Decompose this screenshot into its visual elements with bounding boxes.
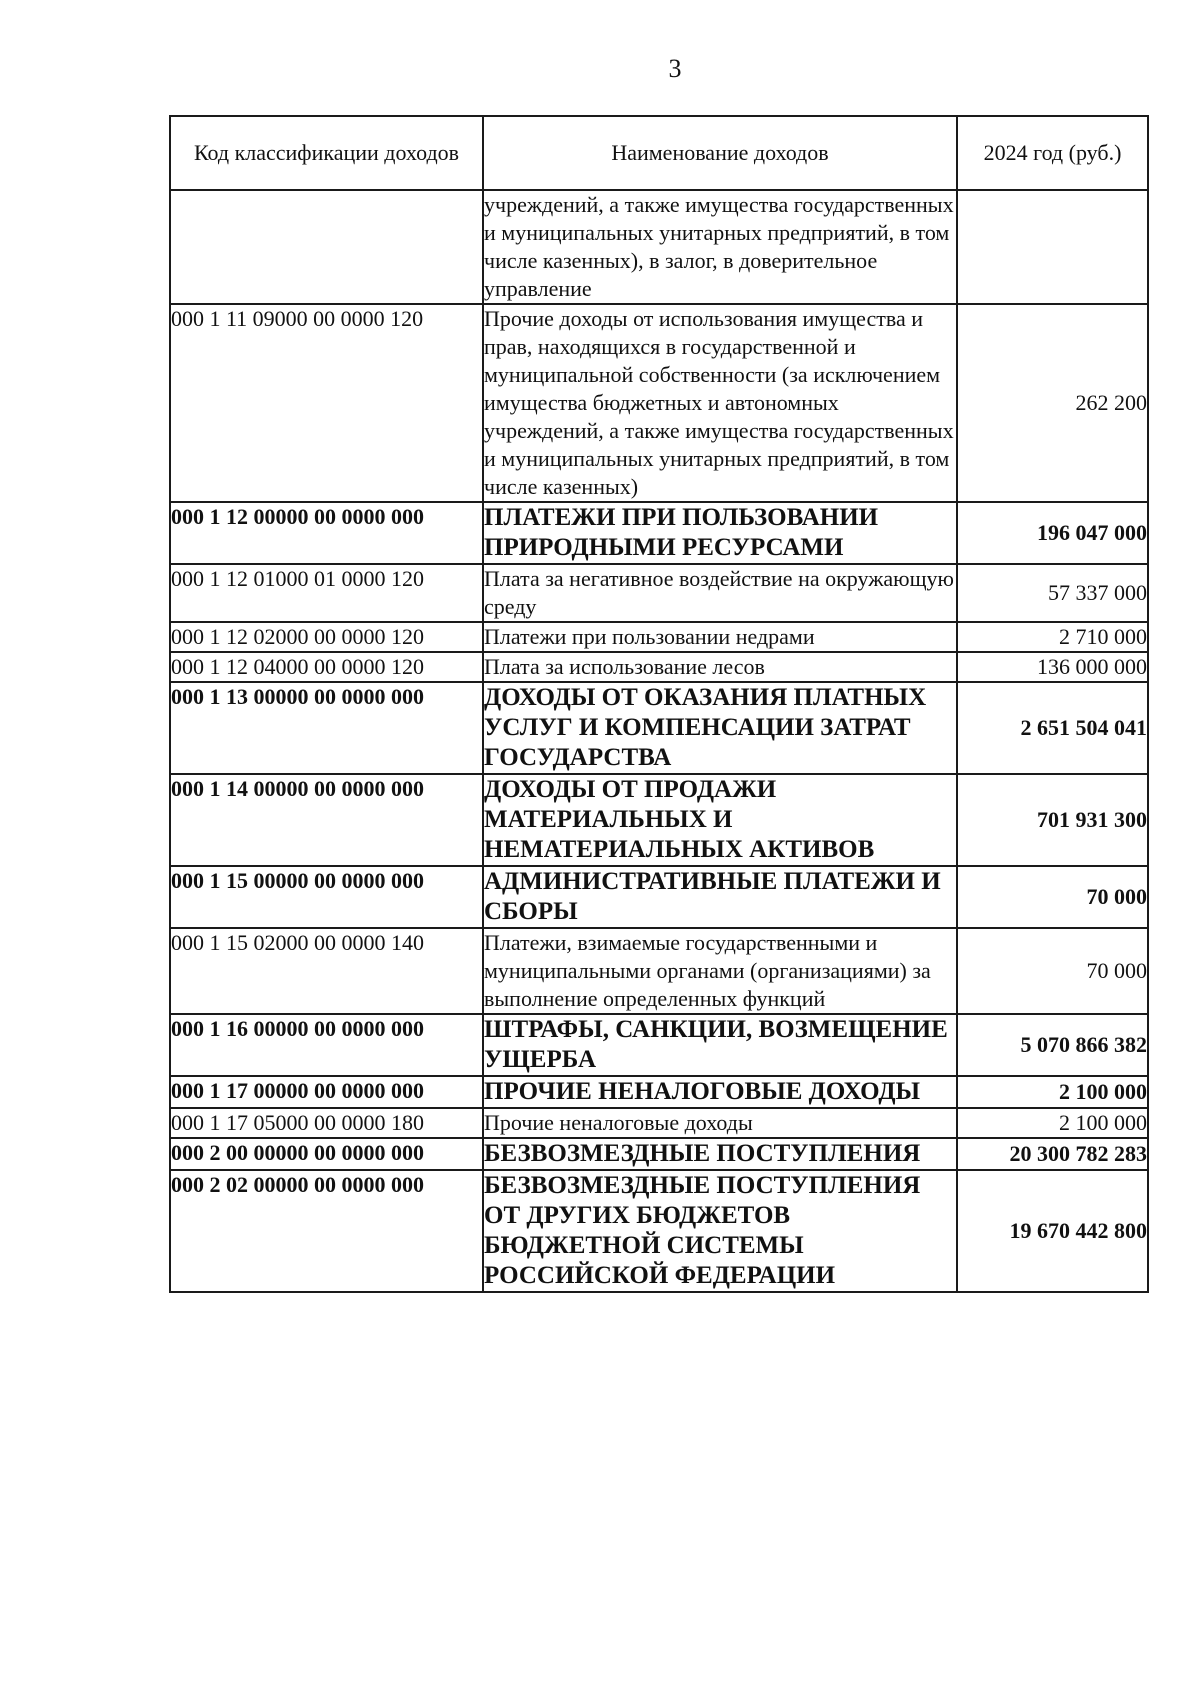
- income-code: 000 1 12 04000 00 0000 120: [170, 652, 483, 682]
- table-row: [170, 1138, 1148, 1170]
- income-name: Прочие неналоговые доходы: [483, 1108, 957, 1138]
- income-name: ДОХОДЫ ОТ ПРОДАЖИ МАТЕРИАЛЬНЫХ И НЕМАТЕРИАЛЬНЫХ АКТИВОВ: [483, 774, 957, 866]
- income-code: 000 1 11 09000 00 0000 120: [170, 304, 483, 502]
- income-amount: 2 651 504 041: [957, 682, 1148, 774]
- income-name: ПРОЧИЕ НЕНАЛОГОВЫЕ ДОХОДЫ: [483, 1076, 957, 1108]
- income-amount: 2 100 000: [957, 1076, 1148, 1108]
- table-row: [170, 774, 1148, 866]
- income-amount: 20 300 782 283: [957, 1138, 1148, 1170]
- income-code: [170, 190, 483, 304]
- income-code: 000 2 00 00000 00 0000 000: [170, 1138, 483, 1170]
- table-row: [170, 652, 1148, 682]
- income-name: учреждений, а также имущества государственных и муниципальных унитарных предприятий, в том числе казенных), в залог, в доверительное управление: [483, 190, 957, 304]
- income-amount: 262 200: [957, 304, 1148, 502]
- table-row: [170, 682, 1148, 774]
- income-name: АДМИНИСТРАТИВНЫЕ ПЛАТЕЖИ И СБОРЫ: [483, 866, 957, 928]
- table-row: [170, 622, 1148, 652]
- income-amount: 57 337 000: [957, 564, 1148, 622]
- income-code: 000 1 13 00000 00 0000 000: [170, 682, 483, 774]
- income-code: 000 1 14 00000 00 0000 000: [170, 774, 483, 866]
- income-code: 000 1 17 05000 00 0000 180: [170, 1108, 483, 1138]
- income-code: 000 1 17 00000 00 0000 000: [170, 1076, 483, 1108]
- income-name: Платежи, взимаемые государственными и муниципальными органами (организациями) за выполнение определенных функций: [483, 928, 957, 1014]
- table-row: [170, 928, 1148, 1014]
- income-name: ШТРАФЫ, САНКЦИИ, ВОЗМЕЩЕНИЕ УЩЕРБА: [483, 1014, 957, 1076]
- income-code: 000 1 15 00000 00 0000 000: [170, 866, 483, 928]
- income-amount: 5 070 866 382: [957, 1014, 1148, 1076]
- table-row: [170, 1014, 1148, 1076]
- income-name: БЕЗВОЗМЕЗДНЫЕ ПОСТУПЛЕНИЯ: [483, 1138, 957, 1170]
- table-header-row: [170, 116, 1148, 190]
- table-row: [170, 1170, 1148, 1292]
- header-name: Наименование доходов: [483, 116, 957, 190]
- income-code: 000 1 16 00000 00 0000 000: [170, 1014, 483, 1076]
- income-amount: 196 047 000: [957, 502, 1148, 564]
- income-amount: 701 931 300: [957, 774, 1148, 866]
- income-amount: 2 100 000: [957, 1108, 1148, 1138]
- income-table: [169, 115, 1149, 1293]
- table-row: [170, 866, 1148, 928]
- income-code: 000 1 15 02000 00 0000 140: [170, 928, 483, 1014]
- income-amount: 70 000: [957, 866, 1148, 928]
- table-row: [170, 564, 1148, 622]
- income-code: 000 1 12 01000 01 0000 120: [170, 564, 483, 622]
- income-name: ПЛАТЕЖИ ПРИ ПОЛЬЗОВАНИИ ПРИРОДНЫМИ РЕСУРСАМИ: [483, 502, 957, 564]
- header-amount: 2024 год (руб.): [957, 116, 1148, 190]
- income-amount: 136 000 000: [957, 652, 1148, 682]
- table-row: [170, 190, 1148, 304]
- table-row: [170, 304, 1148, 502]
- table-body: [170, 190, 1148, 1292]
- table-row: [170, 1076, 1148, 1108]
- table-row: [170, 1108, 1148, 1138]
- income-amount: 19 670 442 800: [957, 1170, 1148, 1292]
- table-row: [170, 502, 1148, 564]
- income-name: БЕЗВОЗМЕЗДНЫЕ ПОСТУПЛЕНИЯ ОТ ДРУГИХ БЮДЖЕТОВ БЮДЖЕТНОЙ СИСТЕМЫ РОССИЙСКОЙ ФЕДЕРАЦИИ: [483, 1170, 957, 1292]
- income-amount: 70 000: [957, 928, 1148, 1014]
- income-name: Плата за негативное воздействие на окружающую среду: [483, 564, 957, 622]
- income-amount: [957, 190, 1148, 304]
- income-amount: 2 710 000: [957, 622, 1148, 652]
- income-name: Прочие доходы от использования имущества и прав, находящихся в государственной и муниципальной собственности (за исключением имущества бюджетных и автономных учреждений, а также имущества государственных и муниципальных унитарных предприятий, в том числе казенных): [483, 304, 957, 502]
- page-number: 3: [668, 54, 682, 83]
- income-code: 000 1 12 02000 00 0000 120: [170, 622, 483, 652]
- income-name: Платежи при пользовании недрами: [483, 622, 957, 652]
- income-name: Плата за использование лесов: [483, 652, 957, 682]
- income-code: 000 2 02 00000 00 0000 000: [170, 1170, 483, 1292]
- income-name: ДОХОДЫ ОТ ОКАЗАНИЯ ПЛАТНЫХ УСЛУГ И КОМПЕНСАЦИИ ЗАТРАТ ГОСУДАРСТВА: [483, 682, 957, 774]
- header-code: Код классификации доходов: [170, 116, 483, 190]
- income-code: 000 1 12 00000 00 0000 000: [170, 502, 483, 564]
